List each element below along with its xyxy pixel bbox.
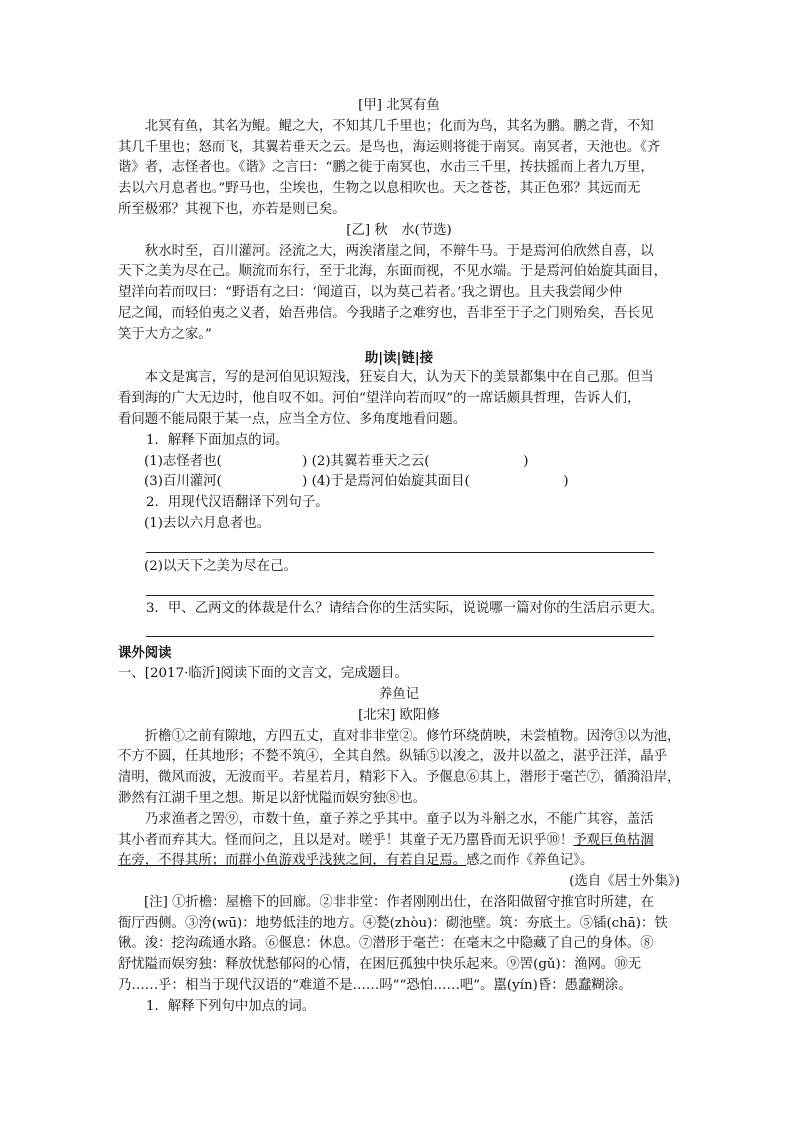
passage-line: 不方不圆，任其地形；不甃不筑④，全其自然。纵锸⑤以浚之，汲井以盈之，湛乎汪洋，晶乎 <box>118 749 668 765</box>
q1-item-3[interactable]: (3)百川灌河( ) <box>144 474 308 490</box>
passage-line: 北冥有鱼，其名为鲲。鲲之大，不知其几千里也；化而为鸟，其名为鹏。鹏之背，不知 <box>144 118 654 134</box>
source-citation: (选自《居士外集》) <box>569 874 680 890</box>
jia-title: [甲] 北冥有鱼 <box>358 98 440 113</box>
passage-line: 笑于大方之家。” <box>118 326 212 342</box>
passage-line: 去以六月息者也。”野马也，尘埃也，生物之以息相吹也。天之苍苍，其正色邪？其远而无 <box>118 181 641 197</box>
extra-title: 养鱼记 <box>378 686 420 702</box>
notes <box>118 893 680 997</box>
question-2-2: (2)以天下之美为尽在己。 <box>144 558 297 574</box>
question-1: 1．解释下面加点的词。 <box>146 432 289 448</box>
extra-question-1: 1．解释下列句中加点的词。 <box>146 998 316 1014</box>
guide-line: 看问题不能局限于某一点，应当全方位、多角度地看问题。 <box>118 411 467 427</box>
question-2-1: (1)去以六月息者也。 <box>144 515 271 531</box>
answer-line[interactable] <box>146 535 654 553</box>
question-3: 3．甲、乙两文的体裁是什么？请结合你的生活实际，说说哪一篇对你的生活启示更大。 <box>146 600 664 616</box>
answer-line[interactable] <box>146 619 654 637</box>
passage-line <box>118 831 680 852</box>
note-line: 锹。浚：挖沟疏通水路。⑥偃息：休息。⑦潜形于毫芒：在毫末之中隐藏了自己的身体。⑧ <box>118 936 654 952</box>
passage-text: 其小者而弃其大。怪而问之，且以是对。嗟乎！其童子无乃嚚昏而无识乎⑩！ <box>118 832 574 848</box>
question-1-row-2 <box>118 472 680 493</box>
q1-item-4[interactable]: (4)于是焉河伯始旋其面目( ) <box>311 474 569 490</box>
extra-passage-p2 <box>118 810 680 872</box>
passage-line: 折檐①之前有隙地，方四五丈，直对非非堂②。修竹环绕荫映，未尝植物。因洿③以为池， <box>144 728 681 744</box>
passage-line: 渺然有江湖千里之想。斯足以舒忧隘而娱穷独⑧也。 <box>118 790 426 806</box>
passage-line: 其几千里也；怒而飞，其翼若垂天之云。是鸟也，海运则将徙于南冥。南冥者，天池也。《齐 <box>118 139 661 155</box>
jia-passage <box>118 117 680 221</box>
passage-line: 秋水时至，百川灌河。泾流之大，两涘渚崖之间，不辩牛马。于是焉河伯欣然自喜，以 <box>144 243 654 259</box>
yi-passage <box>118 242 680 346</box>
note-line: 舒忧隘而娱穷独：释放忧愁郁闷的心情，在困厄孤独中快乐起来。⑨罟(gǔ)：渔网。⑩无 <box>118 957 642 973</box>
note-line: 乃……乎：相当于现代汉语的“难道不是……吗”“恐怕……吧”。嚚(yín)昏：愚蠢糊涂。 <box>118 978 632 994</box>
extra-author: [北宋] 欧阳修 <box>358 707 440 723</box>
underlined-sentence: 予观巨鱼枯涸 <box>573 832 654 848</box>
underlined-sentence: 在旁，不得其所；而群小鱼游戏乎浅狭之间，有若自足焉。 <box>118 853 467 869</box>
section-heading: 课外阅读 <box>118 645 172 662</box>
passage-line: 尼之闻，而轻伯夷之义者，始吾弗信。今我睹子之难穷也，吾非至于子之门则殆矣，吾长见 <box>118 305 654 321</box>
passage-line: 乃求渔者之罟⑨，市数十鱼，童子养之乎其中。童子以为斗斛之水，不能广其容，盖活 <box>144 811 654 827</box>
question-2: 2．用现代汉语翻译下列句子。 <box>146 495 329 511</box>
guide-line: 看到海的广大无边时，他自叹不如。河伯“望洋向若而叹”的一席话颇具哲理，告诉人们， <box>118 391 641 407</box>
passage-line: 谐》者，志怪者也。《谐》之言曰：“鹏之徙于南冥也，水击三千里，抟扶摇而上者九万里， <box>118 160 654 176</box>
q1-item-2[interactable]: (2)其翼若垂天之云( ) <box>311 453 529 469</box>
passage-line: 天下之美为尽在己。顺流而东行，至于北海，东面而视，不见水端。于是焉河伯始旋其面目， <box>118 264 668 280</box>
passage-line: 清明，微风而波，无波而平。若星若月，精彩下入。予偃息⑥其上，潜形于毫芒⑦，循漪沿岸， <box>118 770 681 786</box>
yi-title: [乙] 秋 水(节选) <box>346 222 452 238</box>
question-1-row-1 <box>118 452 680 473</box>
worksheet-page <box>118 96 680 1018</box>
passage-line <box>118 851 680 872</box>
guide-text <box>118 368 680 430</box>
guide-title: 助|读|链|接 <box>364 349 434 366</box>
answer-line[interactable] <box>146 578 654 596</box>
note-line: 衙厅西侧。③洿(wū)：地势低洼的地方。④甃(zhòu)：砌池壁。筑：夯底土。⑤锸(chā)：铁 <box>118 915 668 931</box>
passage-line: 所至极邪？其视下也，亦若是则已矣。 <box>118 201 346 217</box>
extra-intro: 一、[2017·临沂]阅读下面的文言文，完成题目。 <box>118 666 408 682</box>
guide-line: 本文是寓言，写的是河伯见识短浅，狂妄自大，认为天下的美景都集中在自己那。但当 <box>144 370 654 386</box>
passage-text: 感之而作《养鱼记》。 <box>466 853 594 869</box>
q1-item-1[interactable]: (1)志怪者也( ) <box>144 453 308 469</box>
extra-passage-p1 <box>118 727 680 810</box>
passage-line: 望洋向若而叹曰：“野语有之曰：‘闻道百，以为莫己若者。’我之谓也。且夫我尝闻少仲 <box>118 285 623 301</box>
note-line: [注] ①折檐：屋檐下的回廊。②非非堂：作者刚刚出仕，在洛阳做留守推官时所建，在 <box>144 894 655 910</box>
